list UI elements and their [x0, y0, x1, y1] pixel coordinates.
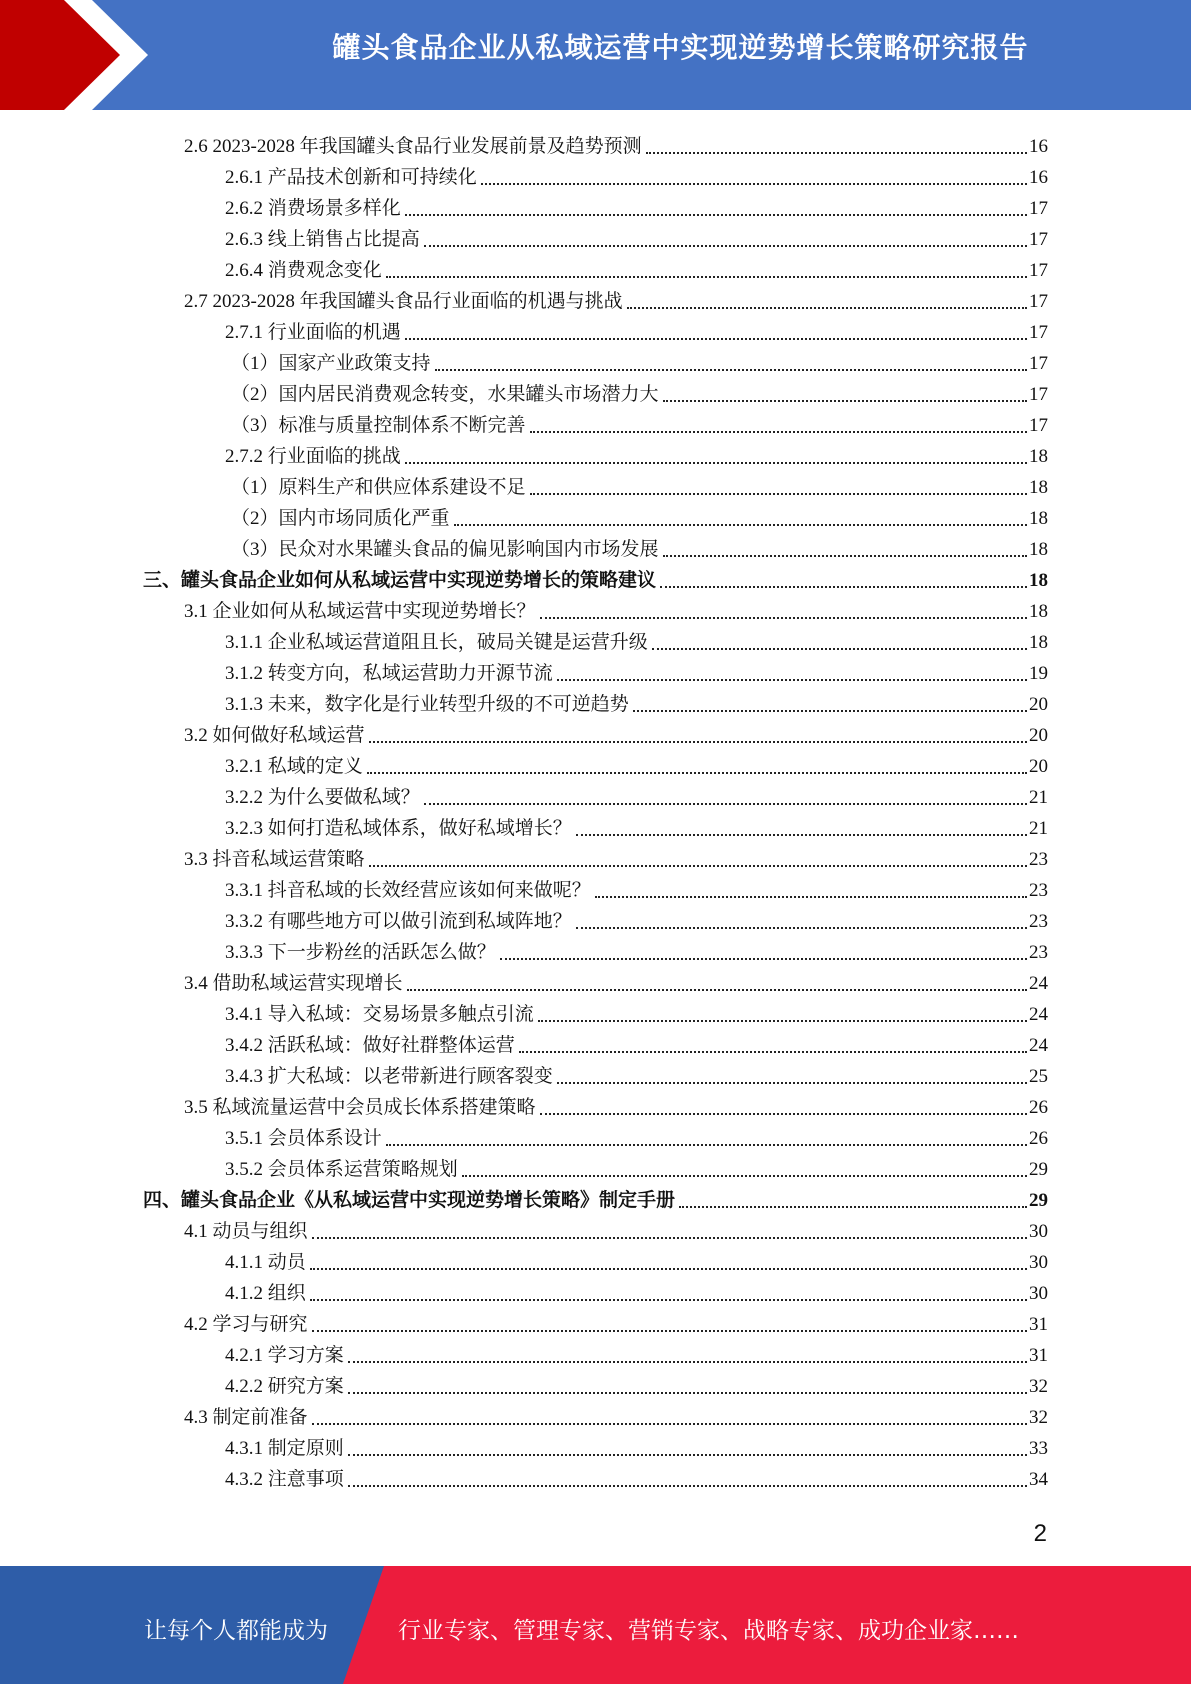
toc-entry-page: 20: [1029, 694, 1048, 715]
toc-entry-label: 3.1.2 转变方向，私域运营助力开源节流: [225, 663, 553, 684]
toc-entry-label: 4.3.1 制定原则: [225, 1438, 344, 1459]
toc-entry[interactable]: [225, 1151, 1048, 1182]
toc-entry[interactable]: [225, 314, 1048, 345]
toc-entry-page: 18: [1029, 539, 1048, 560]
toc-dot-leader: [530, 431, 1027, 433]
toc-entry[interactable]: [225, 1275, 1048, 1306]
toc-entry-page: 31: [1029, 1345, 1048, 1366]
toc-entry-page: 18: [1029, 570, 1048, 591]
toc-dot-leader: [663, 400, 1027, 402]
toc-entry[interactable]: [184, 128, 1048, 159]
toc-dot-leader: [633, 710, 1027, 712]
toc-entry-label: 3.2 如何做好私域运营: [184, 725, 365, 746]
header-title: 罐头食品企业从私域运营中实现逆势增长策略研究报告: [332, 31, 1029, 64]
toc-entry-page: 24: [1029, 1035, 1048, 1056]
toc-entry-label: 2.6.1 产品技术创新和可持续化: [225, 167, 477, 188]
toc-entry-label: 3.3.3 下一步粉丝的活跃怎么做？: [225, 942, 496, 963]
toc-dot-leader: [386, 1144, 1027, 1146]
toc-dot-leader: [424, 245, 1027, 247]
toc-entry-page: 17: [1029, 384, 1048, 405]
toc-entry-page: 17: [1029, 353, 1048, 374]
toc-entry[interactable]: [231, 469, 1048, 500]
toc-entry-label: 4.2 学习与研究: [184, 1314, 308, 1335]
toc-entry[interactable]: [225, 872, 1048, 903]
toc-entry-label: 4.1.2 组织: [225, 1283, 306, 1304]
toc-dot-leader: [462, 1175, 1027, 1177]
toc-dot-leader: [348, 1392, 1027, 1394]
toc-dot-leader: [405, 214, 1027, 216]
toc-entry-page: 20: [1029, 725, 1048, 746]
toc-entry-page: 26: [1029, 1128, 1048, 1149]
toc-entry-page: 17: [1029, 322, 1048, 343]
toc-entry-page: 23: [1029, 911, 1048, 932]
toc-entry[interactable]: [231, 376, 1048, 407]
toc-entry-page: 23: [1029, 942, 1048, 963]
toc-entry[interactable]: [184, 1399, 1048, 1430]
toc-entry-page: 32: [1029, 1407, 1048, 1428]
toc-entry-page: 21: [1029, 787, 1048, 808]
toc-dot-leader: [557, 1082, 1027, 1084]
toc-dot-leader: [627, 307, 1027, 309]
toc-entry[interactable]: [225, 252, 1048, 283]
toc-dot-leader: [595, 896, 1027, 898]
toc-dot-leader: [310, 1268, 1027, 1270]
toc-entry[interactable]: [225, 1430, 1048, 1461]
toc-entry-page: 34: [1029, 1469, 1048, 1490]
toc-dot-leader: [576, 834, 1027, 836]
toc-entry[interactable]: [225, 190, 1048, 221]
toc-entry-label: （2）国内居民消费观念转变，水果罐头市场潜力大: [231, 384, 659, 405]
toc-dot-leader: [386, 276, 1027, 278]
toc-dot-leader: [407, 989, 1027, 991]
toc-entry[interactable]: [231, 407, 1048, 438]
toc-dot-leader: [557, 679, 1027, 681]
toc-entry[interactable]: [225, 748, 1048, 779]
toc-dot-leader: [652, 648, 1027, 650]
toc-entry-label: 2.6.2 消费场景多样化: [225, 198, 401, 219]
toc-entry[interactable]: [225, 438, 1048, 469]
toc-entry-label: 3.1.1 企业私域运营道阻且长，破局关键是运营升级: [225, 632, 648, 653]
toc-dot-leader: [576, 927, 1027, 929]
toc-entry-label: 3.2.2 为什么要做私域？: [225, 787, 420, 808]
toc-entry-label: 4.2.2 研究方案: [225, 1376, 344, 1397]
toc-entry[interactable]: [184, 1306, 1048, 1337]
toc-dot-leader: [679, 1206, 1027, 1208]
toc-entry-label: （2）国内市场同质化严重: [231, 508, 450, 529]
toc-entry-label: （1）国家产业政策支持: [231, 353, 431, 374]
toc-entry-label: 4.2.1 学习方案: [225, 1345, 344, 1366]
toc-entry-page: 31: [1029, 1314, 1048, 1335]
toc-entry-label: 3.2.3 如何打造私域体系，做好私域增长？: [225, 818, 572, 839]
toc-dot-leader: [540, 617, 1027, 619]
toc-entry[interactable]: [225, 624, 1048, 655]
toc-entry-label: 2.6.4 消费观念变化: [225, 260, 382, 281]
toc-entry-page: 32: [1029, 1376, 1048, 1397]
toc-entry[interactable]: [225, 686, 1048, 717]
toc-dot-leader: [310, 1299, 1027, 1301]
toc-entry[interactable]: [225, 903, 1048, 934]
toc-entry-page: 30: [1029, 1283, 1048, 1304]
toc-entry-page: 17: [1029, 291, 1048, 312]
toc-entry-label: 3.2.1 私域的定义: [225, 756, 363, 777]
toc-dot-leader: [405, 338, 1027, 340]
footer-slogan-right: 行业专家、管理专家、营销专家、战略专家、成功企业家……: [398, 1618, 1019, 1644]
toc-dot-leader: [369, 865, 1027, 867]
toc-dot-leader: [540, 1113, 1027, 1115]
toc-entry-page: 24: [1029, 1004, 1048, 1025]
footer-slogan-left: 让每个人都能成为: [144, 1618, 328, 1644]
toc-entry[interactable]: [225, 1368, 1048, 1399]
toc-entry[interactable]: [231, 345, 1048, 376]
page-header: [0, 0, 1191, 110]
toc-entry[interactable]: [184, 717, 1048, 748]
toc-entry-page: 17: [1029, 260, 1048, 281]
toc-entry[interactable]: [225, 996, 1048, 1027]
toc-entry[interactable]: [231, 531, 1048, 562]
toc-entry-label: （1）原料生产和供应体系建设不足: [231, 477, 526, 498]
toc-dot-leader: [405, 462, 1027, 464]
toc-entry-label: 3.5.1 会员体系设计: [225, 1128, 382, 1149]
toc-dot-leader: [367, 772, 1027, 774]
toc-entry-label: 4.1.1 动员: [225, 1252, 306, 1273]
toc-dot-leader: [348, 1361, 1027, 1363]
toc-entry-page: 21: [1029, 818, 1048, 839]
toc-entry-page: 29: [1029, 1159, 1048, 1180]
toc-dot-leader: [348, 1485, 1027, 1487]
toc-entry-page: 18: [1029, 477, 1048, 498]
toc-entry-label: 4.3.2 注意事项: [225, 1469, 344, 1490]
toc-dot-leader: [500, 958, 1027, 960]
toc-entry-label: 3.1 企业如何从私域运营中实现逆势增长？: [184, 601, 536, 622]
toc-entry-label: 2.6 2023-2028 年我国罐头食品行业发展前景及趋势预测: [184, 136, 642, 157]
toc-entry[interactable]: [225, 221, 1048, 252]
toc-entry-label: 三、罐头食品企业如何从私域运营中实现逆势增长的策略建议: [143, 570, 657, 591]
toc-entry-label: 3.5.2 会员体系运营策略规划: [225, 1159, 458, 1180]
toc-entry-page: 25: [1029, 1066, 1048, 1087]
toc-entry-page: 18: [1029, 601, 1048, 622]
toc-entry[interactable]: [184, 965, 1048, 996]
toc-dot-leader: [454, 524, 1027, 526]
toc-entry[interactable]: [225, 779, 1048, 810]
toc-dot-leader: [481, 183, 1027, 185]
toc-entry-page: 18: [1029, 632, 1048, 653]
toc-entry-page: 18: [1029, 508, 1048, 529]
toc-entry[interactable]: [225, 1337, 1048, 1368]
toc-entry-page: 23: [1029, 849, 1048, 870]
page-footer: [0, 1566, 1191, 1684]
toc-entry[interactable]: [143, 1182, 1048, 1213]
toc-entry-label: 2.6.3 线上销售占比提高: [225, 229, 420, 250]
toc-entry-page: 19: [1029, 663, 1048, 684]
toc-entry[interactable]: [225, 159, 1048, 190]
toc-entry[interactable]: [184, 1089, 1048, 1120]
toc-entry-label: 3.4.3 扩大私域：以老带新进行顾客裂变: [225, 1066, 553, 1087]
toc-entry-page: 17: [1029, 229, 1048, 250]
toc-dot-leader: [530, 493, 1027, 495]
toc-entry-page: 29: [1029, 1190, 1048, 1211]
toc-entry-page: 26: [1029, 1097, 1048, 1118]
toc-entry[interactable]: [225, 1244, 1048, 1275]
toc-entry-label: 四、罐头食品企业《从私域运营中实现逆势增长策略》制定手册: [143, 1190, 676, 1211]
toc-entry-label: 3.3.1 抖音私域的长效经营应该如何来做呢？: [225, 880, 591, 901]
toc-entry-label: （3）民众对水果罐头食品的偏见影响国内市场发展: [231, 539, 659, 560]
toc-entry-label: 4.1 动员与组织: [184, 1221, 308, 1242]
toc-entry[interactable]: [184, 841, 1048, 872]
toc-entry[interactable]: [225, 655, 1048, 686]
toc-entry[interactable]: [225, 934, 1048, 965]
toc-entry[interactable]: [225, 1058, 1048, 1089]
toc-entry[interactable]: [231, 500, 1048, 531]
toc-dot-leader: [519, 1051, 1027, 1053]
toc-entry-label: 3.1.3 未来，数字化是行业转型升级的不可逆趋势: [225, 694, 629, 715]
toc-dot-leader: [312, 1423, 1027, 1425]
toc-entry[interactable]: [225, 1461, 1048, 1492]
toc-entry[interactable]: [184, 283, 1048, 314]
toc-dot-leader: [538, 1020, 1027, 1022]
toc-entry[interactable]: [225, 1027, 1048, 1058]
toc-entry-page: 17: [1029, 415, 1048, 436]
toc-dot-leader: [646, 152, 1027, 154]
toc-dot-leader: [663, 555, 1027, 557]
toc-dot-leader: [312, 1330, 1027, 1332]
toc-dot-leader: [660, 586, 1027, 588]
toc-entry-page: 16: [1029, 136, 1048, 157]
toc-entry[interactable]: [225, 1120, 1048, 1151]
toc-entry-label: 3.4.2 活跃私域：做好社群整体运营: [225, 1035, 515, 1056]
toc-dot-leader: [312, 1237, 1027, 1239]
toc-entry-label: 2.7 2023-2028 年我国罐头食品行业面临的机遇与挑战: [184, 291, 623, 312]
toc-dot-leader: [348, 1454, 1027, 1456]
toc-dot-leader: [369, 741, 1027, 743]
toc-entry-label: 4.3 制定前准备: [184, 1407, 308, 1428]
toc-entry-label: 3.5 私域流量运营中会员成长体系搭建策略: [184, 1097, 536, 1118]
toc-entry[interactable]: [143, 562, 1048, 593]
toc-entry-page: 23: [1029, 880, 1048, 901]
toc-dot-leader: [424, 803, 1027, 805]
toc-entry-label: 3.4 借助私域运营实现增长: [184, 973, 403, 994]
toc-entry-page: 17: [1029, 198, 1048, 219]
toc-entry-label: 2.7.1 行业面临的机遇: [225, 322, 401, 343]
toc-entry-page: 16: [1029, 167, 1048, 188]
toc-entry-page: 24: [1029, 973, 1048, 994]
toc-entry-page: 30: [1029, 1221, 1048, 1242]
toc-entry-label: 3.3 抖音私域运营策略: [184, 849, 365, 870]
toc-entry-label: 3.4.1 导入私域：交易场景多触点引流: [225, 1004, 534, 1025]
toc-entry-label: （3）标准与质量控制体系不断完善: [231, 415, 526, 436]
toc-entry[interactable]: [184, 593, 1048, 624]
toc-entry-label: 2.7.2 行业面临的挑战: [225, 446, 401, 467]
toc-entry[interactable]: [225, 810, 1048, 841]
page-number: 2: [1033, 1520, 1047, 1547]
toc-entry[interactable]: [184, 1213, 1048, 1244]
toc-entry-label: 3.3.2 有哪些地方可以做引流到私域阵地？: [225, 911, 572, 932]
toc-dot-leader: [435, 369, 1027, 371]
toc-entry-page: 18: [1029, 446, 1048, 467]
toc-entry-page: 30: [1029, 1252, 1048, 1273]
toc-entry-page: 33: [1029, 1438, 1048, 1459]
toc-entry-page: 20: [1029, 756, 1048, 777]
